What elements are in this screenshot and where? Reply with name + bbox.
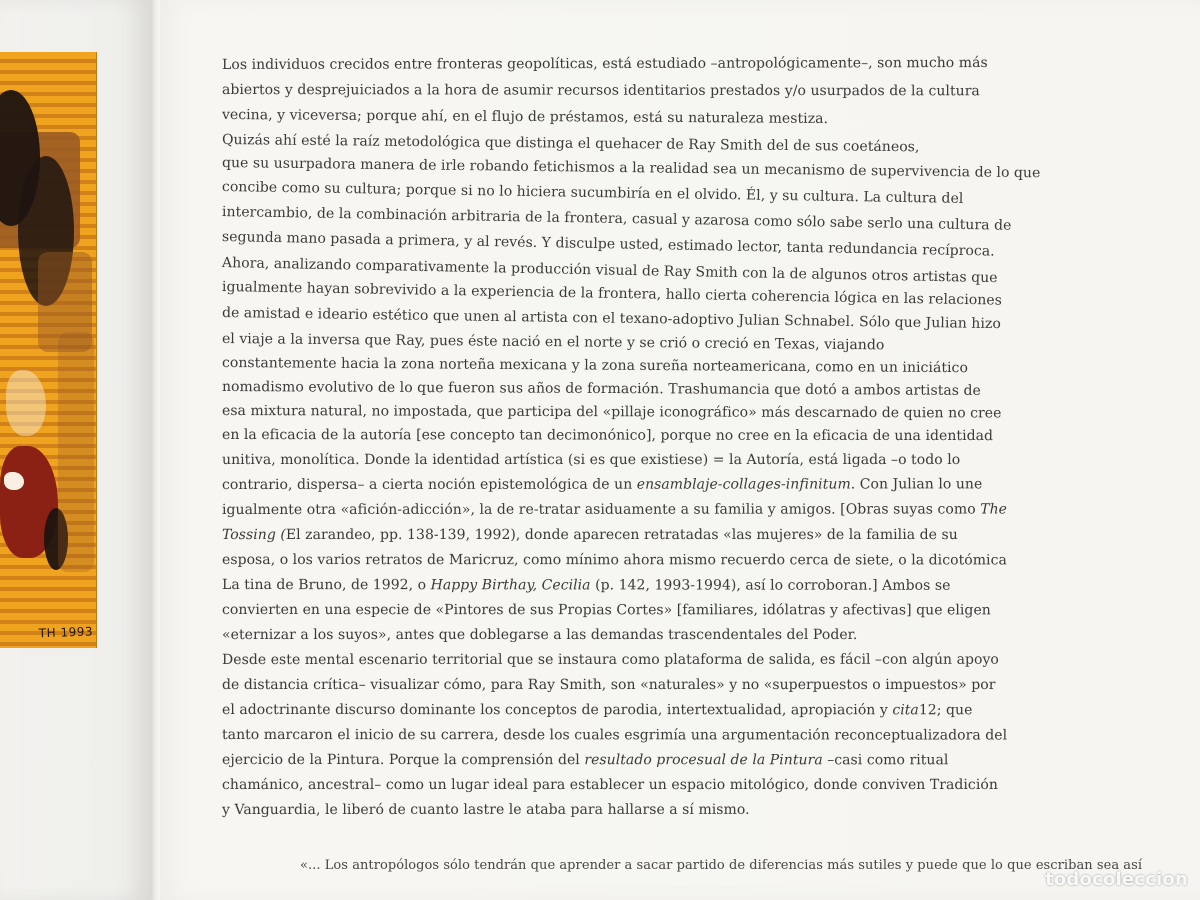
text-line-9: Ahora, analizando comparativamente la producción visual de Ray Smith con la de algunos otros artistas que (221, 255, 998, 287)
text-line-5: que su usurpadora manera de irle robando fetichismos a la realidad sea un mecanismo de supervivencia de lo que (221, 155, 1041, 182)
text-line-2: abiertos y desprejuiciados a la hora de asumir recursos identitarios prestados y/o usurpados de la cultura (221, 82, 980, 100)
text-line-12: el viaje a la inversa que Ray, pues éste nació en el norte y se crió o creció en Texas, viajando (221, 331, 885, 354)
text-line-15: esa mixtura natural, no impostada, que participa del «pillaje iconográfico» más descarnado de quien no cree (221, 403, 1002, 422)
text-line-17: unitiva, monolítica. Donde la identidad artística (si es que existiese) = la Autoría, está ligada –o todo lo (222, 452, 961, 468)
artwork-signature: TH 1993 (38, 624, 94, 641)
text-line-31: y Vanguardia, le liberó de cuanto lastre le ataba para hallarse a sí mismo. (221, 801, 750, 818)
text-line-22: La tina de Bruno, de 1992, o Happy Birthay, Cecilia (p. 142, 1993-1994), así lo corroboran.] Ambos se (221, 577, 951, 594)
text-line-18: contrario, dispersa– a cierta noción epistemológica de un ensamblaje-collages-infinitum. Con Julian lo une (221, 476, 983, 493)
right-page (160, 0, 1200, 900)
text-line-13: constantemente hacia la zona norteña mexicana y la zona sureña norteamericana, como en un iniciático (221, 355, 969, 377)
text-line-10: igualmente hayan sobrevivido a la experiencia de la frontera, hallo cierta coherencia lógica en las relaciones (221, 279, 1003, 309)
text-line-7: intercambio, de la combinación arbitraria de la frontera, casual y azarosa como sólo sabe serlo una cultura de (221, 204, 1012, 234)
text-line-30: chamánico, ancestral– como un lugar ideal para establecer un espacio mitológico, donde conviven Tradición (222, 777, 998, 793)
text-line-8: segunda mano pasada a primera, y al revés. Y disculpe usted, estimado lector, tanta redundancia recíproca. (221, 229, 995, 260)
text-line-19: igualmente otra «afición-adicción», la de re-tratar asiduamente a su familia y amigos. [Obras suyas como The (221, 501, 1007, 518)
page-gutter (150, 0, 160, 900)
text-line-11: de amistad e ideario estético que unen al artista con el texano-adoptivo Julian Schnabel. Sólo que Julian hizo (221, 305, 1001, 333)
text-line-25: Desde este mental escenario territorial que se instaura como plataforma de salida, es fácil –con algún apoyo (221, 651, 999, 668)
text-line-27: el adoctrinante discurso dominante los conceptos de parodia, intertextualidad, apropiación y cita12; que (221, 702, 973, 719)
text-line-21: esposa, o los varios retratos de Maricruz, como mínimo ahora mismo recuerdo cerca de siete, o la dicotómica (221, 552, 1007, 569)
text-line-26: de distancia crítica– visualizar cómo, para Ray Smith, son «naturales» y no «superpuestos o impuestos» por (221, 676, 996, 693)
text-line-3: vecina, y viceversa; porque ahí, en el flujo de préstamos, está su naturaleza mestiza. (221, 107, 829, 128)
text-line-28: tanto marcaron el inicio de su carrera, desde los cuales esgrimía una argumentación reconceptualizadora del (221, 727, 1008, 744)
text-line-16: en la eficacia de la autoría [ese concepto tan decimonónico], porque no cree en la eficacia de una identidad (221, 427, 994, 445)
text-line-23: convierten en una especie de «Pintores de sus Propias Cortes» [familiares, idólatras y afectivas] que eligen (221, 602, 991, 619)
text-line-6: concibe como su cultura; porque si no lo hiciera sucumbiría en el olvido. Él, y su cultura. La cultura del (221, 179, 964, 207)
bottom-quote: «... Los antropólogos sólo tendrán que aprender a sacar partido de diferencias más sutiles y puede que lo que escriban sea así (300, 858, 1143, 873)
text-line-14: nomadismo evolutivo de lo que fueron sus años de formación. Trashumancia que dotó a ambos artistas de (221, 379, 981, 399)
text-line-24: «eternizar a los suyos», antes que doblegarse a las demandas trascendentales del Poder. (222, 627, 858, 643)
left-page (0, 0, 150, 900)
text-line-1: Los individuos crecidos entre fronteras geopolíticas, está estudiado –antropológicamente–, son mucho más (221, 54, 988, 73)
text-line-20: Tossing (El zarandeo, pp. 138-139, 1992), donde aparecen retratadas «las mujeres» de la familia de su (222, 527, 958, 543)
text-line-4: Quizás ahí esté la raíz metodológica que distinga el quehacer de Ray Smith del de sus coetáneos, (221, 132, 920, 156)
watermark: todocoleccion (1045, 869, 1188, 890)
text-line-29: ejercicio de la Pintura. Porque la comprensión del resultado procesual de la Pintura –casi como ritual (221, 752, 949, 769)
artwork-image (0, 52, 97, 648)
